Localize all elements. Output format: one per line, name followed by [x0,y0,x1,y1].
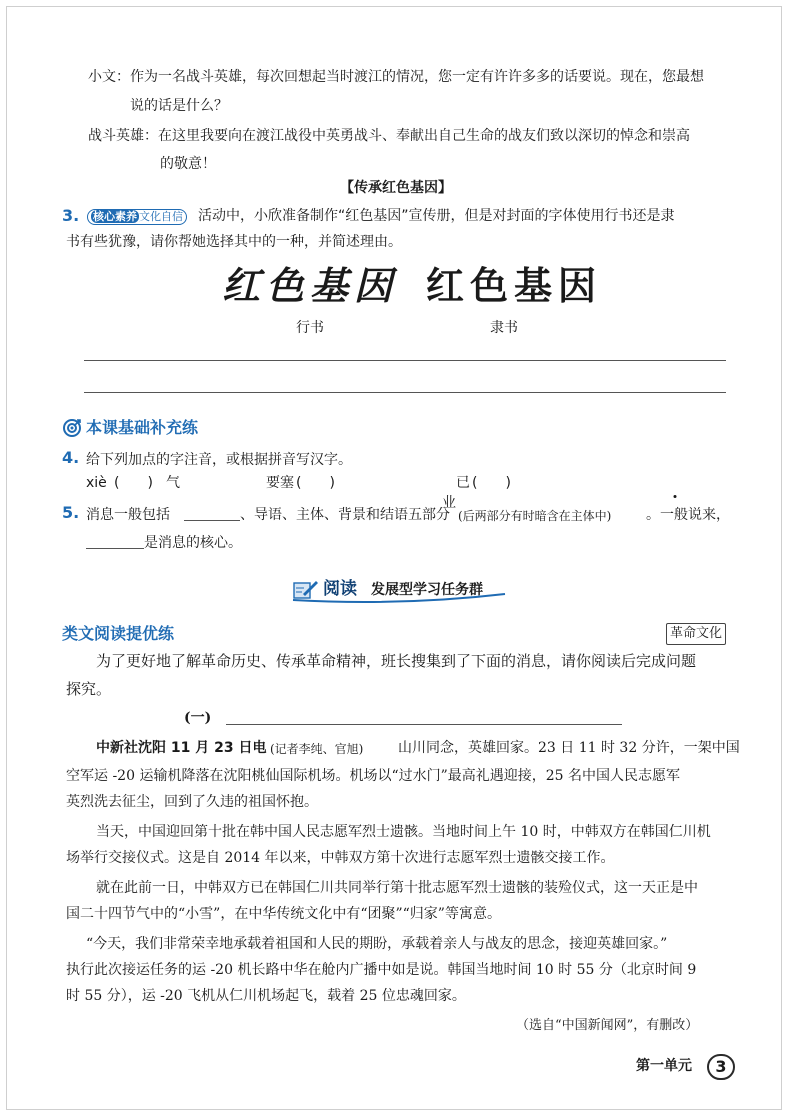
article-p4-line3: 时 55 分），运 -20 飞机从仁川机场起飞，载着 25 位忠魂回家。 [66,988,466,1004]
answer-line-1[interactable] [84,360,726,361]
font-sample-label-lishu: 隶书 [490,320,518,336]
question-5-number: 5. [62,503,80,522]
dialogue-xiaowen-line1: 小文：作为一名战斗英雄，每次回想起当时渡江的情况，您一定有许许多多的话要说。现在，您最想 [88,69,704,85]
q4-item2-char: 要 [266,475,280,491]
q4-item2-blank[interactable]: ( ) [296,475,335,491]
question-5-text-e: 是消息的核心。 [144,535,242,551]
font-sample-lishu: 红色基因 [426,264,603,308]
article-p1-line2: 空军运 -20 运输机降落在沈阳桃仙国际机场。机场以“过水门”最高礼遇迎接，25 名中国人民志愿军 [66,768,681,784]
article-p1-line1: 山川同念，英雄回家。23 日 11 时 32 分许，一架中国 [398,740,740,756]
q4-item1-char: 气 [166,475,180,491]
question-5-text-b: 、导语、主体、背景和结语五部分 [240,507,450,523]
article-p2-line2: 场举行交接仪式。这是自 2014 年以来，中韩双方第十次进行志愿军烈士遗骸交接工作。 [66,850,615,866]
q4-item1-blank[interactable]: ( ) [114,475,153,491]
reading-intro-line1: 为了更好地了解革命历史、传承革命精神，班长搜集到了下面的消息，请你阅读后完成问题 [96,652,697,670]
section-heading: 【传承红色基因】 [340,180,452,196]
dialogue-hero-line2: 的敬意！ [160,156,216,172]
question-5-text-d: 。一般说来， [646,507,730,523]
article-dateline: 中新社沈阳 11 月 23 日电 [96,740,267,756]
question-3-text-line1: 活动中，小欣准备制作“红色基因”宣传册，但是对封面的字体使用行书还是隶 [198,208,675,224]
font-sample-xingshu: 红色基因 [222,263,399,308]
q4-item3-blank[interactable]: ( ) [472,475,511,491]
question-3-text-line2: 书有些犹豫，请你帮她选择其中的一种，并简述理由。 [66,234,402,250]
q4-item3-char: 已 [456,475,470,491]
article-source: （选自“中国新闻网”，有删改） [516,1018,699,1033]
supplement-title: 本课基础补充练 [86,418,199,437]
question-3-number: 3. [62,206,80,225]
article-p3-line1: 就在此前一日，中韩双方已在韩国仁川共同举行第十批志愿军烈士遗骸的装殓仪式，这一天正是中 [96,880,698,896]
article-p1-line3: 英烈洗去征尘，回到了久违的祖国怀抱。 [66,794,318,810]
reading-intro-line2: 探究。 [66,680,112,698]
question-5-text-a: 消息一般包括 [86,507,170,523]
font-sample-label-xingshu: 行书 [296,320,324,336]
banner-subtitle: 发展型学习任务群 [371,582,483,598]
answer-line-2[interactable] [84,392,726,393]
article-p2-line1: 当天，中国迎回第十批在韩中国人民志愿军烈士遗骸。当地时间上午 10 时，中韩双方在韩国仁川机 [96,824,711,840]
q5-blank-1[interactable] [184,520,240,521]
question-5-note: (后两部分有时暗含在主体中) [458,509,612,523]
question-4-text: 给下列加点的字注音，或根据拼音写汉字。 [86,452,352,468]
pen-icon [293,580,319,600]
topic-tag: 革命文化 [666,623,726,645]
article-title-blank[interactable] [226,724,622,725]
article-p3-line2: 国二十四节气中的“小雪”，在中华传统文化中有“团聚”“归家”等寓意。 [66,906,501,922]
reading-section-title: 类文阅读提优练 [62,624,175,643]
article-p4-line1: “今天，我们非常荣幸地承载着祖国和人民的期盼，承载着亲人与战友的思念，接迎英雄回家。” [86,936,668,952]
article-byline: (记者李纯、官旭) [270,742,364,756]
badge-core-label: 核心素养 [93,210,137,223]
footer-unit-label: 第一单元 [636,1058,692,1074]
core-literacy-badge [87,209,187,225]
banner-label: 阅读 [323,579,357,599]
q4-item2-dotted-char: 塞 [280,473,790,493]
q4-item1-pinyin: xiè [86,475,107,491]
dialogue-hero-line1: 战斗英雄：在这里我要向在渡江战役中英勇战斗、奉献出自己生命的战友们致以深切的悼念和崇高 [88,128,690,144]
page-number: 3 [707,1054,735,1080]
target-icon [62,418,82,438]
q5-blank-2[interactable] [86,548,144,549]
article-part-label: (一) [184,710,212,726]
question-4-number: 4. [62,448,80,467]
badge-culture-label: 文化自信 [139,210,183,223]
q4-item3-dotted-char: 业 [442,493,790,513]
dialogue-xiaowen-line2: 说的话是什么？ [130,98,228,114]
reading-banner [291,578,507,604]
article-p4-line2: 执行此次接运任务的运 -20 机长路中华在舱内广播中如是说。韩国当地时间 10 时 55 分（北京时间 9 [66,962,697,978]
